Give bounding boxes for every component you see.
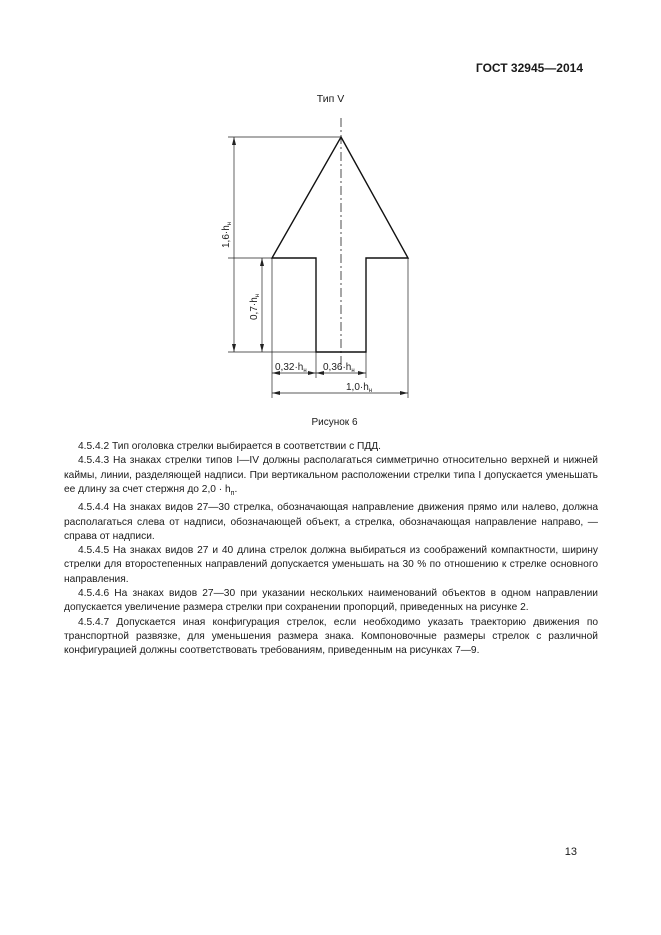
label-stem-width: $0,36\cdot h_н$ [323,362,355,374]
page-number: 13 [564,846,577,858]
body-text [64,440,598,658]
label-total-height: $1,6\cdot h_н$ [221,221,233,248]
figure-caption: Рисунок 6 [311,417,358,428]
label-total-width: $1,0\cdot h_н$ [346,382,373,394]
label-side-width: $0,32\cdot h_н$ [275,362,307,374]
figure-title: Тип V [316,93,345,105]
paragraph-4-5-4-5: 4.5.4.5 На знаках видов 27 и 40 длина стрелок должна выбираться из соображений компактности, ширину стрелки для второстепенных направлений допускается уменьшать на 30 % по отношению к стрелке основного направления. [64,545,598,585]
arrow-shape [272,137,408,352]
paragraph-4-5-4-2: 4.5.4.2 Тип оголовка стрелки выбирается в соответствии с ПДД. [78,441,381,452]
arrow-diagram [0,0,661,420]
label-stem-height: $0,7\cdot h_н$ [249,293,261,320]
paragraph-4-5-4-3: 4.5.4.3 На знаках стрелки типов I—IV должны располагаться симметрично относительно верхней и нижней каймы, линии, разделяющей надписи. При вертикальном расположении стрелки типа I допускается уменьшать ее длину за счет стержня до $2,0 \cdot h_п$. [64,455,598,497]
paragraph-4-5-4-7: 4.5.4.7 Допускается иная конфигурация стрелок, если необходимо указать траекторию движения по транспортной развязке, для уменьшения размера знака. Компоновочные размеры стрелок с различной конфигурацией должны соответствовать требованиям, приведенным на рисунках 7—9. [64,616,598,657]
paragraph-4-5-4-6: 4.5.4.6 На знаках видов 27—30 при указании нескольких наименований объектов в одном направлении допускается увеличение размера стрелки при сохранении пропорций, приведенных на рисунке 2. [64,588,598,614]
paragraph-4-5-4-4: 4.5.4.4 На знаках видов 27—30 стрелка, обозначающая направление движения прямо или налево, должна располагаться слева от надписи, обозначающей объект, а стрелка, обозначающая направление направо, — справа от надписи. [64,502,598,542]
document-code: ГОСТ 32945—2014 [475,61,583,75]
